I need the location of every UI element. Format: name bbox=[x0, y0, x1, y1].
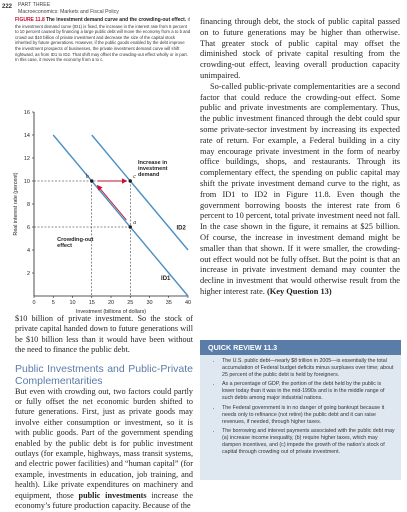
paragraph bbox=[200, 82, 400, 298]
part-label: PART THREE bbox=[18, 2, 51, 8]
key-term: public investments bbox=[78, 490, 147, 500]
point-b bbox=[90, 179, 93, 182]
x-tick-label: 10 bbox=[69, 300, 76, 306]
paragraph-text: So-called public-private complementarities are a second factor that could reduce the crowding-out effect. Some public and private investments are complementary. Thus, the public investment financed through the debt could spur some private-sector investment by increasing its expected rate of return. For example, a Federal building in a city may encourage private investment in the form of nearby office buildings, shops, and restaurants. Through its complementary effect, the spending on public capital may shift the private investment demand curve to the right, as from ID1 to ID2 in Figure 11.8. Even though the government borrowing boosts the interest rate from 6 percent to 10 percent, total private investment need not fall. In the case shown in the figure, it remains at $25 billion. Of course, the increase in investment demand might be smaller than that shown. If it were smaller, the crowding-out effect would not be fully offset. But the point is that an increase in private investment demand may counter the decline in investment that would otherwise result from the higher interest rate. bbox=[200, 81, 400, 296]
x-tick-label: 40 bbox=[184, 300, 192, 306]
paragraph: financing through debt, the stock of public capital passed on to future generations may be higher than otherwise. That greater stock of public capital may offset the diminished stock of private capital resulting from the crowding-out effect, leaving overall production capacity unimpaired. bbox=[200, 17, 400, 80]
x-axis-label: Investment (billions of dollars) bbox=[75, 309, 147, 315]
figure-title: The investment demand curve and the crowding-out effect. bbox=[45, 17, 187, 23]
demand-curve-id1 bbox=[53, 135, 188, 296]
quick-review-list bbox=[200, 358, 401, 456]
investment-demand-chart bbox=[8, 104, 193, 320]
paragraph-text: increase the economy’s future production capacity. Because of the bbox=[15, 490, 194, 511]
figure-caption-block bbox=[15, 17, 191, 63]
quick-review-item: • As a percentage of GDP, the portion of the debt held by the public is lower today than it was in the mid-1990s and is in the middle range of such debts among major industrial nations. bbox=[222, 381, 395, 402]
paragraph bbox=[15, 387, 193, 512]
series-label: ID2 bbox=[176, 225, 186, 232]
y-tick-label: 14 bbox=[23, 133, 30, 139]
running-header bbox=[2, 2, 119, 16]
annotation: Crowding-out bbox=[57, 236, 94, 243]
chapter-title: Macroeconomics: Markets and Fiscal Policy bbox=[18, 9, 119, 15]
y-tick-label: 8 bbox=[26, 202, 30, 208]
page-number: 222 bbox=[2, 4, 13, 10]
paragraph: $10 billion of private investment. So the stock of private capital handed down to future generations will be $10 billion less than it would have been without the need to finance the public debt. bbox=[15, 314, 193, 355]
y-tick-label: 16 bbox=[23, 110, 30, 116]
x-tick-label: 15 bbox=[88, 300, 95, 306]
demand-curve-id2 bbox=[92, 135, 188, 250]
key-question-ref: (Key Question 13) bbox=[266, 286, 332, 296]
x-tick-label: 5 bbox=[51, 300, 55, 306]
y-tick-label: 2 bbox=[26, 271, 30, 277]
annotation: effect bbox=[57, 243, 73, 249]
right-column-text bbox=[200, 17, 400, 298]
y-tick-label: 12 bbox=[23, 156, 30, 162]
point-label: c bbox=[133, 174, 136, 180]
point-c bbox=[129, 179, 132, 182]
figure-caption: If the investment demand curve (ID1) is fixed, the increase in the interest rate from 6 percent to 10 percent caused by financing a large public debt will move the economy from a to b and crowd out $10 billion of private investment and decrease the size of the capital stock inherited by future generations. However, if the public goods enabled by the debt improve the investment prospects of businesses, the private investment demand curve will shift rightward, as from ID1 to ID2. That shift may offset the crowding-out effect wholly or in part. In this case, it moves the economy from a to c. bbox=[15, 17, 191, 63]
section-heading: Public Investments and Public-Private Complementarities bbox=[15, 362, 193, 387]
quick-review-title: QUICK REVIEW 11.3 bbox=[200, 340, 401, 355]
bottom-left-text bbox=[15, 314, 193, 512]
x-tick-label: 30 bbox=[146, 300, 153, 306]
x-tick-label: 20 bbox=[107, 300, 115, 306]
y-tick-label: 4 bbox=[26, 248, 30, 254]
figure-label: FIGURE 11.8 bbox=[15, 17, 45, 23]
annotation: demand bbox=[137, 172, 160, 179]
series-label: ID1 bbox=[161, 275, 171, 282]
x-tick-label: 25 bbox=[127, 300, 134, 306]
quick-review-item: • The U.S. public debt—nearly $8 trillion in 2005—is essentially the total accumulation of Federal budget deficits minus surpluses over time; about 25 percent of the public debt is held by foreigners. bbox=[222, 358, 395, 379]
y-tick-label: 10 bbox=[23, 179, 30, 185]
quick-review-item: • The borrowing and interest payments associated with the public debt may (a) increase income inequality, (b) require higher taxes, which may dampen incentives, and (c) impede the growth of the nation’s stock of capital through crowding out of private investment. bbox=[222, 428, 395, 456]
quick-review-box bbox=[200, 340, 401, 480]
point-label: a bbox=[133, 220, 137, 226]
x-tick-label: 35 bbox=[165, 300, 172, 306]
point-label: b bbox=[85, 174, 89, 180]
point-a bbox=[129, 225, 132, 228]
y-tick-label: 6 bbox=[26, 225, 30, 231]
x-tick-label: 0 bbox=[32, 300, 36, 306]
annotation: Increase in bbox=[137, 159, 168, 166]
annotation: investment bbox=[137, 165, 168, 172]
quick-review-item: • The Federal government is in no danger of going bankrupt because it needs only to refinance (not retire) the public debt and it can raise revenues, if needed, through higher taxes. bbox=[222, 405, 395, 426]
y-axis-label: Real interest rate (percent) bbox=[13, 172, 19, 236]
crowding-out-arrow bbox=[98, 186, 127, 221]
paragraph-text: But even with crowding out, two factors could partly or fully offset the net economic burden shifted to future generations. First, just as private goods may involve either consumption or investment, so it is with public goods. Part of the government spending enabled by the public debt is for public investment outlays (for example, highways, mass transit systems, and electric power facilities) and “human capital” (for example, investments in education, job training, and health). Like private expenditures on machinery and equipment, those bbox=[15, 386, 193, 500]
